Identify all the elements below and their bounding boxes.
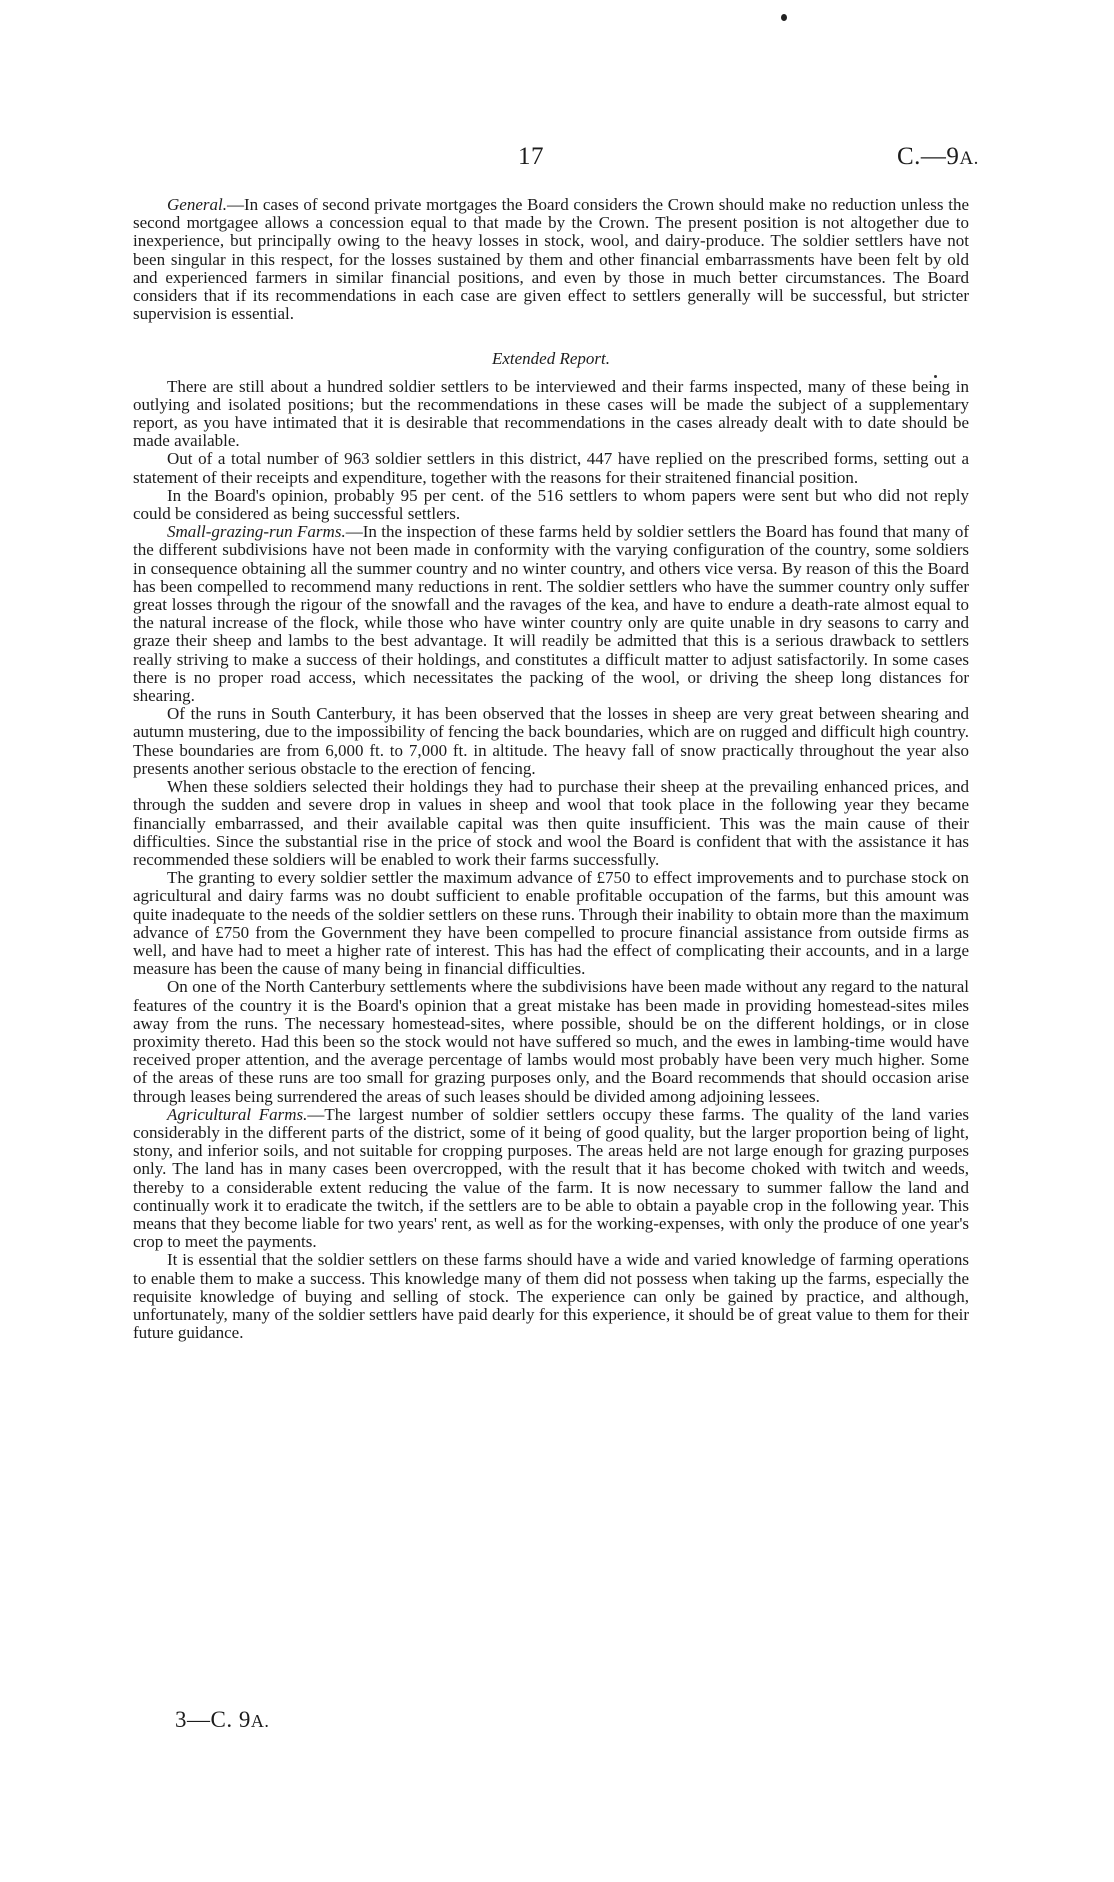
signature-mark (175, 1707, 269, 1733)
document-code (897, 143, 979, 171)
signature-suffix: A. (250, 1711, 270, 1731)
paragraph-text: —In cases of second private mortgages the Board considers the Crown should make no reduction unless the second mortgagee allows a concession equal to that made by the Crown. The present position is not altogether due to inexperience, but principally owing to the heavy losses in stock, wool, and dairy-produce. The soldier settlers have not been singular in this respect, for the losses sustained by them and other financial embarrassments have been felt by old and experienced farmers in similar financial positions, and even by those in much better circumstances. The Board considers that if its recommendations in each case are given effect to settlers generally will be successful, but stricter supervision is essential. (133, 195, 969, 324)
paragraph-text: It is essential that the soldier settlers on these farms should have a wide and varied knowledge of farming operations to enable them to make a success. This knowledge many of them did not possess when taking up the farms, especially the requisite knowledge of buying and selling of stock. The experience can only be gained by practice, and although, unfortunately, many of the soldier settlers have paid dearly for this experience, it should be of great value to them for their future guidance. (133, 1250, 969, 1343)
paragraph (133, 378, 969, 451)
paragraph-general (133, 196, 969, 323)
paragraph (133, 450, 969, 486)
paragraph (133, 705, 969, 778)
paragraph-lead: Agricultural Farms. (167, 1104, 308, 1124)
paragraph-text: The granting to every soldier settler the maximum advance of £750 to effect improvements and to purchase stock on agricultural and dairy farms was no doubt sufficient to enable profitable occupation of the farms, but this amount was quite inadequate to the needs of the soldier settlers on these runs. Through their inability to obtain more than the maximum advance of £750 from the Government they have been compelled to procure financial assistance from outside firms as well, and have had to meet a higher rate of interest. This has had the effect of complicating their accounts, and in a large measure has been the cause of many being in financial difficulties. (133, 868, 969, 979)
page-number: 17 (518, 143, 544, 170)
paragraph-text: —In the inspection of these farms held by soldier settlers the Board has found that many of the different subdivisions have not been made in conformity with the varying configuration of the country, some soldiers in consequence obtaining all the summer country and no winter country, and others vice versa. By reason of this the Board has been compelled to recommend many reductions in rent. The soldier settlers who have the summer country only suffer great losses through the rigour of the snowfall and the ravages of the kea, and have to endure a death-rate almost equal to the natural increase of the flock, while those who have winter country only are quite unable in dry seasons to carry and graze their sheep and lambs to the best advantage. It will readily be admitted that this is a serious drawback to settlers really striving to make a success of their holdings, and constitutes a difficult matter to adjust satisfactorily. In some cases there is no proper road access, which necessitates the packing of the wool, or driving the sheep long distances for shearing. (133, 522, 969, 706)
ink-mark (781, 14, 787, 21)
paragraph-text: There are still about a hundred soldier settlers to be interviewed and their farms inspected, many of these being in outlying and isolated positions; but the recommendations in these cases will be made the subject of a supplementary report, as you have intimated that it is desirable that recommendations in the cases already dealt with to date should be made available. (133, 376, 969, 451)
paragraph-text: When these soldiers selected their holdings they had to purchase their sheep at the prevailing enhanced prices, and through the sudden and severe drop in values in sheep and wool that took place in the following year they became financially embarrassed, and their available capital was then quite insufficient. This was the main cause of their difficulties. Since the substantial rise in the price of stock and wool the Board is confident that with the assistance it has recommended these soldiers will be enabled to work their farms successfully. (133, 777, 969, 869)
signature-main: 3—C. 9 (175, 1707, 251, 1732)
paragraph-lead: Small-grazing-run Farms. (167, 522, 346, 542)
paragraph (133, 869, 969, 978)
paragraph (133, 978, 969, 1105)
paragraph (133, 778, 969, 869)
document-code-main: C.—9 (897, 143, 960, 170)
section-heading: Extended Report. (491, 349, 610, 369)
paragraph-text: —The largest number of soldier settlers occupy these farms. The quality of the land varies considerably in the different parts of the district, some of it being of good quality, but the larger proportion being of light, stony, and inferior soils, and not suitable for cropping purposes. The areas held are not large enough for grazing purposes only. The land has in many cases been overcropped, with the result that it has become choked with twitch and weeds, thereby to a considerable extent reducing the value of the farm. It is now necessary to summer fallow the land and continually work it to eradicate the twitch, if the settlers are to be able to obtain a payable crop in the following year. This means that they become liable for two years' rent, as well as for the working-expenses, with only the produce of one year's crop to meet the payments. (133, 1104, 969, 1252)
paragraph-text: In the Board's opinion, probably 95 per cent. of the 516 settlers to whom papers were sent but who did not reply could be considered as being successful settlers. (133, 485, 969, 524)
body-text (133, 196, 969, 1342)
paragraph-text: Of the runs in South Canterbury, it has been observed that the losses in sheep are very great between shearing and autumn mustering, due to the impossibility of fencing the back boundaries, which are on rugged and difficult high country. These boundaries are from 6,000 ft. to 7,000 ft. in altitude. The heavy fall of snow practically throughout the year also presents another serious obstacle to the erection of fencing. (133, 704, 969, 778)
paragraph (133, 1251, 969, 1342)
paragraph-small-grazing (133, 523, 969, 705)
document-code-suffix: A. (959, 148, 979, 169)
paragraph-text: Out of a total number of 963 soldier settlers in this district, 447 have replied on the prescribed forms, setting out a statement of their receipts and expenditure, together with the reasons for their straitened financial position. (133, 449, 969, 487)
paragraph (133, 487, 969, 523)
paragraph-lead: General. (167, 195, 227, 214)
paragraph-agricultural (133, 1106, 969, 1252)
paragraph-text: On one of the North Canterbury settlements where the subdivisions have been made without any regard to the natural features of the country it is the Board's opinion that a great mistake has been made in providing homestead-sites miles away from the runs. The necessary homestead-sites, where possible, should be on the different holdings, or in close proximity thereto. Had this been so the stock would not have suffered so much, and the ewes in lambing-time would have received proper attention, and the average percentage of lambs would most probably have been very much higher. Some of the areas of these runs are too small for grazing purposes only, and the Board recommends that should occasion arise through leases being surrendered the areas of such leases should be divided among adjoining lessees. (133, 977, 969, 1106)
